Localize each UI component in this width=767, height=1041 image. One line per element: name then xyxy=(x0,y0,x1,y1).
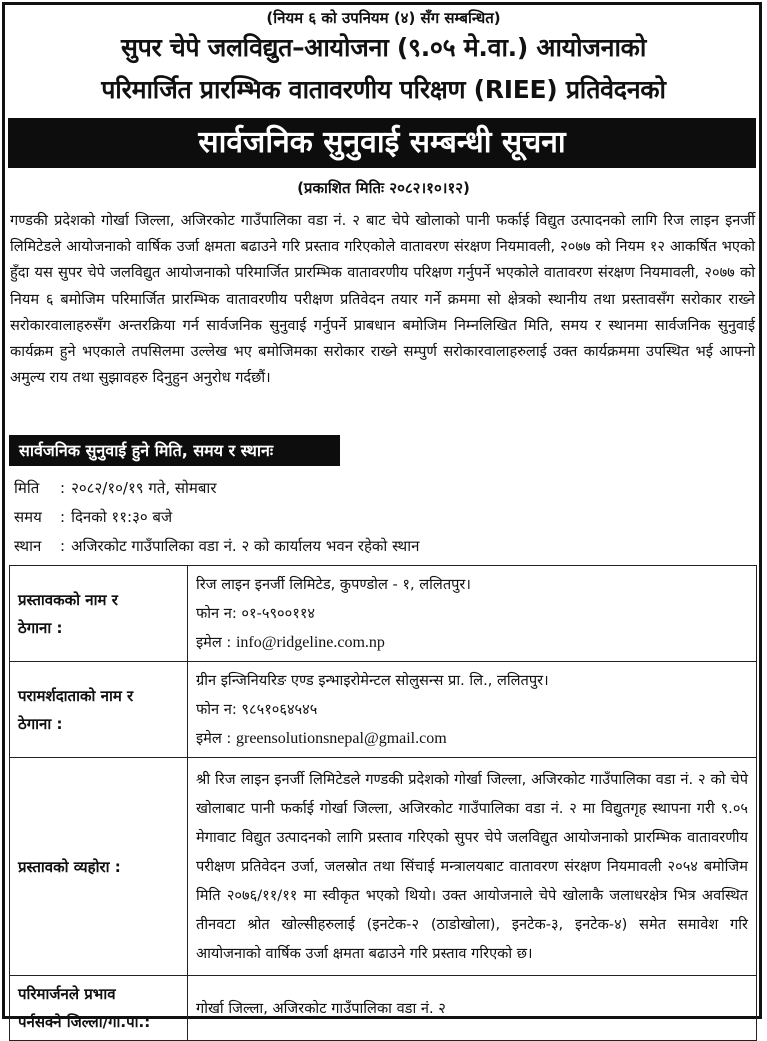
consultant-label-line2: ठेगाना : xyxy=(18,714,63,733)
proponent-email-row xyxy=(196,628,748,657)
proponent-label-line1: प्रस्तावकको नाम र xyxy=(18,590,118,609)
hearing-time-label: समय xyxy=(14,508,42,526)
hearing-date-value: २०८२/१०/१९ गते, सोमबार xyxy=(71,479,217,497)
hearing-place-value: अजिरकोट गाउँपालिका वडा नं. २ को कार्यालय भवन रहेको स्थान xyxy=(71,537,420,555)
notice-title-line1: सुपर चेपे जलविद्युत–आयोजना (९.०५ मे.वा.) आयोजनाको xyxy=(121,33,646,62)
proponent-name: रिज लाइन इनर्जी लिमिटेड, कुपण्डोल - १, ललितपुर। xyxy=(196,576,471,593)
separator: : xyxy=(60,508,66,526)
consultant-name: ग्रीन इन्जिनियरिङ एण्ड इन्भाइरोमेन्टल सोलुसन्स प्रा. लि., ललितपुर। xyxy=(196,672,549,689)
proponent-label xyxy=(10,566,188,662)
consultant-label-line1: परामर्शदाताको नाम र xyxy=(18,686,134,705)
proponent-details xyxy=(188,566,757,662)
notice-title-line2: परिमार्जित प्रारम्भिक वातावरणीय परिक्षण (RIEE) प्रतिवेदनको xyxy=(101,75,666,104)
affected-area-label-line1: परिमार्जनले प्रभाव xyxy=(18,985,116,1003)
consultant-email[interactable]: greensolutionsnepal@gmail.com xyxy=(235,730,447,747)
proponent-phone: फोन न: ०१-५९००११४ xyxy=(196,605,315,622)
consultant-label xyxy=(10,662,188,758)
hearing-section-heading: सार्वजनिक सुनुवाई हुने मिति, समय र स्थानः xyxy=(9,435,340,466)
hearing-time-row xyxy=(14,507,172,527)
email-label: इमेल : xyxy=(196,634,236,651)
proponent-email[interactable]: info@ridgeline.com.np xyxy=(235,634,385,651)
consultant-details xyxy=(188,662,757,758)
affected-area-value: गोर्खा जिल्ला, अजिरकोट गाउँपालिका वडा नं. २ xyxy=(188,976,757,1041)
separator: : xyxy=(60,537,66,555)
notice-banner: सार्वजनिक सुनुवाई सम्बन्धी सूचना xyxy=(8,118,756,168)
table-row-consultant xyxy=(10,662,757,758)
table-row-proposal xyxy=(10,758,757,976)
hearing-place-row xyxy=(14,536,419,556)
table-row-proponent xyxy=(10,566,757,662)
proposal-label: प्रस्तावको व्यहोरा : xyxy=(10,758,188,976)
email-label: इमेल : xyxy=(196,730,236,747)
hearing-place-label: स्थान xyxy=(14,537,42,555)
table-row-affected-area xyxy=(10,976,757,1041)
consultant-email-row xyxy=(196,724,748,753)
proposal-description: श्री रिज लाइन इनर्जी लिमिटेडले गण्डकी प्रदेशको गोर्खा जिल्ला, अजिरकोट गाउँपालिका वडा नं. २ को चेपे खोलाबाट पानी फर्काई गोर्खा जिल्ला, अजिरकोट गाउँपालिका वडा नं. २ मा विद्युतगृह स्थापना गरी ९.०५ मेगावाट विद्युत उत्पादनको लागि प्रस्ताव गरिएको सुपर चेपे जलविद्युत आयोजनाको प्रारम्भिक वातावरणीय परीक्षण प्रतिवेदन उर्जा, जलस्रोत तथा सिंचाई मन्त्रालयबाट वातावरण संरक्षण नियमावली २०५४ बमोजिम मिति २०७६/११/११ मा स्वीकृत भएको थियो। उक्त आयोजनाले चेपे खोलाकै जलाधरक्षेत्र भित्र अवस्थित तीनवटा श्रोत खोल्सीहरुलाई (इनटेक-२ (ठाडोखोला), इनटेक-३, इनटेक-४) समेत समावेश गरि आयोजनाको वार्षिक उर्जा क्षमता बढाउने गरि प्रस्ताव गरिएको छ। xyxy=(188,758,757,976)
published-date: (प्रकाशित मितिः २०८२।१०।१२) xyxy=(297,179,470,197)
affected-area-label-line2: पर्नसक्ने जिल्ला/गा.पा.: xyxy=(18,1013,151,1031)
affected-area-label xyxy=(10,976,188,1041)
separator: : xyxy=(60,479,66,497)
details-table xyxy=(9,565,757,1041)
hearing-date-row xyxy=(14,478,216,498)
intro-paragraph: गण्डकी प्रदेशको गोर्खा जिल्ला, अजिरकोट गाउँपालिका वडा नं. २ बाट चेपे खोलाको पानी फर्काई विद्युत उत्पादनको लागि रिज लाइन इनर्जी लिमिटेडले आयोजनाको वार्षिक उर्जा क्षमता बढाउने गरि प्रस्ताव गरिएकोले वातावरण संरक्षण नियमावली, २०७७ को नियम १२ आकर्षित भएको हुँदा यस सुपर चेपे जलविद्युत आयोजनाको परिमार्जित प्रारम्भिक वातावरणीय परिक्षण गर्नुपर्ने भएकोले वातावरण संरक्षण नियमावली, २०७७ को नियम ६ बमोजिम परिमार्जित प्रारम्भिक वातावरणीय परीक्षण प्रतिवेदन तयार गर्ने क्रममा सो क्षेत्रको स्थानीय तथा प्रस्तावसँग सरोकार राख्ने सरोकारवालाहरुसँग अन्तरक्रिया गर्न सार्वजनिक सुनुवाई गर्नुपर्ने प्राबधान बमोजिम निम्नलिखित मिति, समय र स्थानमा सार्वजनिक सुनुवाई कार्यक्रम हुने भएकाले तपसिलमा उल्लेख भए बमोजिमका सरोकार राख्ने सम्पुर्ण सरोकारवालाहरुलाई उक्त कार्यक्रममा उपस्थित भई आफ्नो अमुल्य राय तथा सुझावहरु दिनुहुन अनुरोध गर्दछौं। xyxy=(10,212,755,387)
proponent-label-line2: ठेगाना : xyxy=(18,618,63,637)
hearing-time-value: दिनको ११:३० बजे xyxy=(71,508,173,526)
consultant-phone: फोन न: ९८५१०६४५४५ xyxy=(196,701,318,718)
rule-reference: (नियम ६ को उपनियम (४) सँग सम्बन्धित) xyxy=(266,9,501,27)
hearing-date-label: मिति xyxy=(14,479,40,497)
